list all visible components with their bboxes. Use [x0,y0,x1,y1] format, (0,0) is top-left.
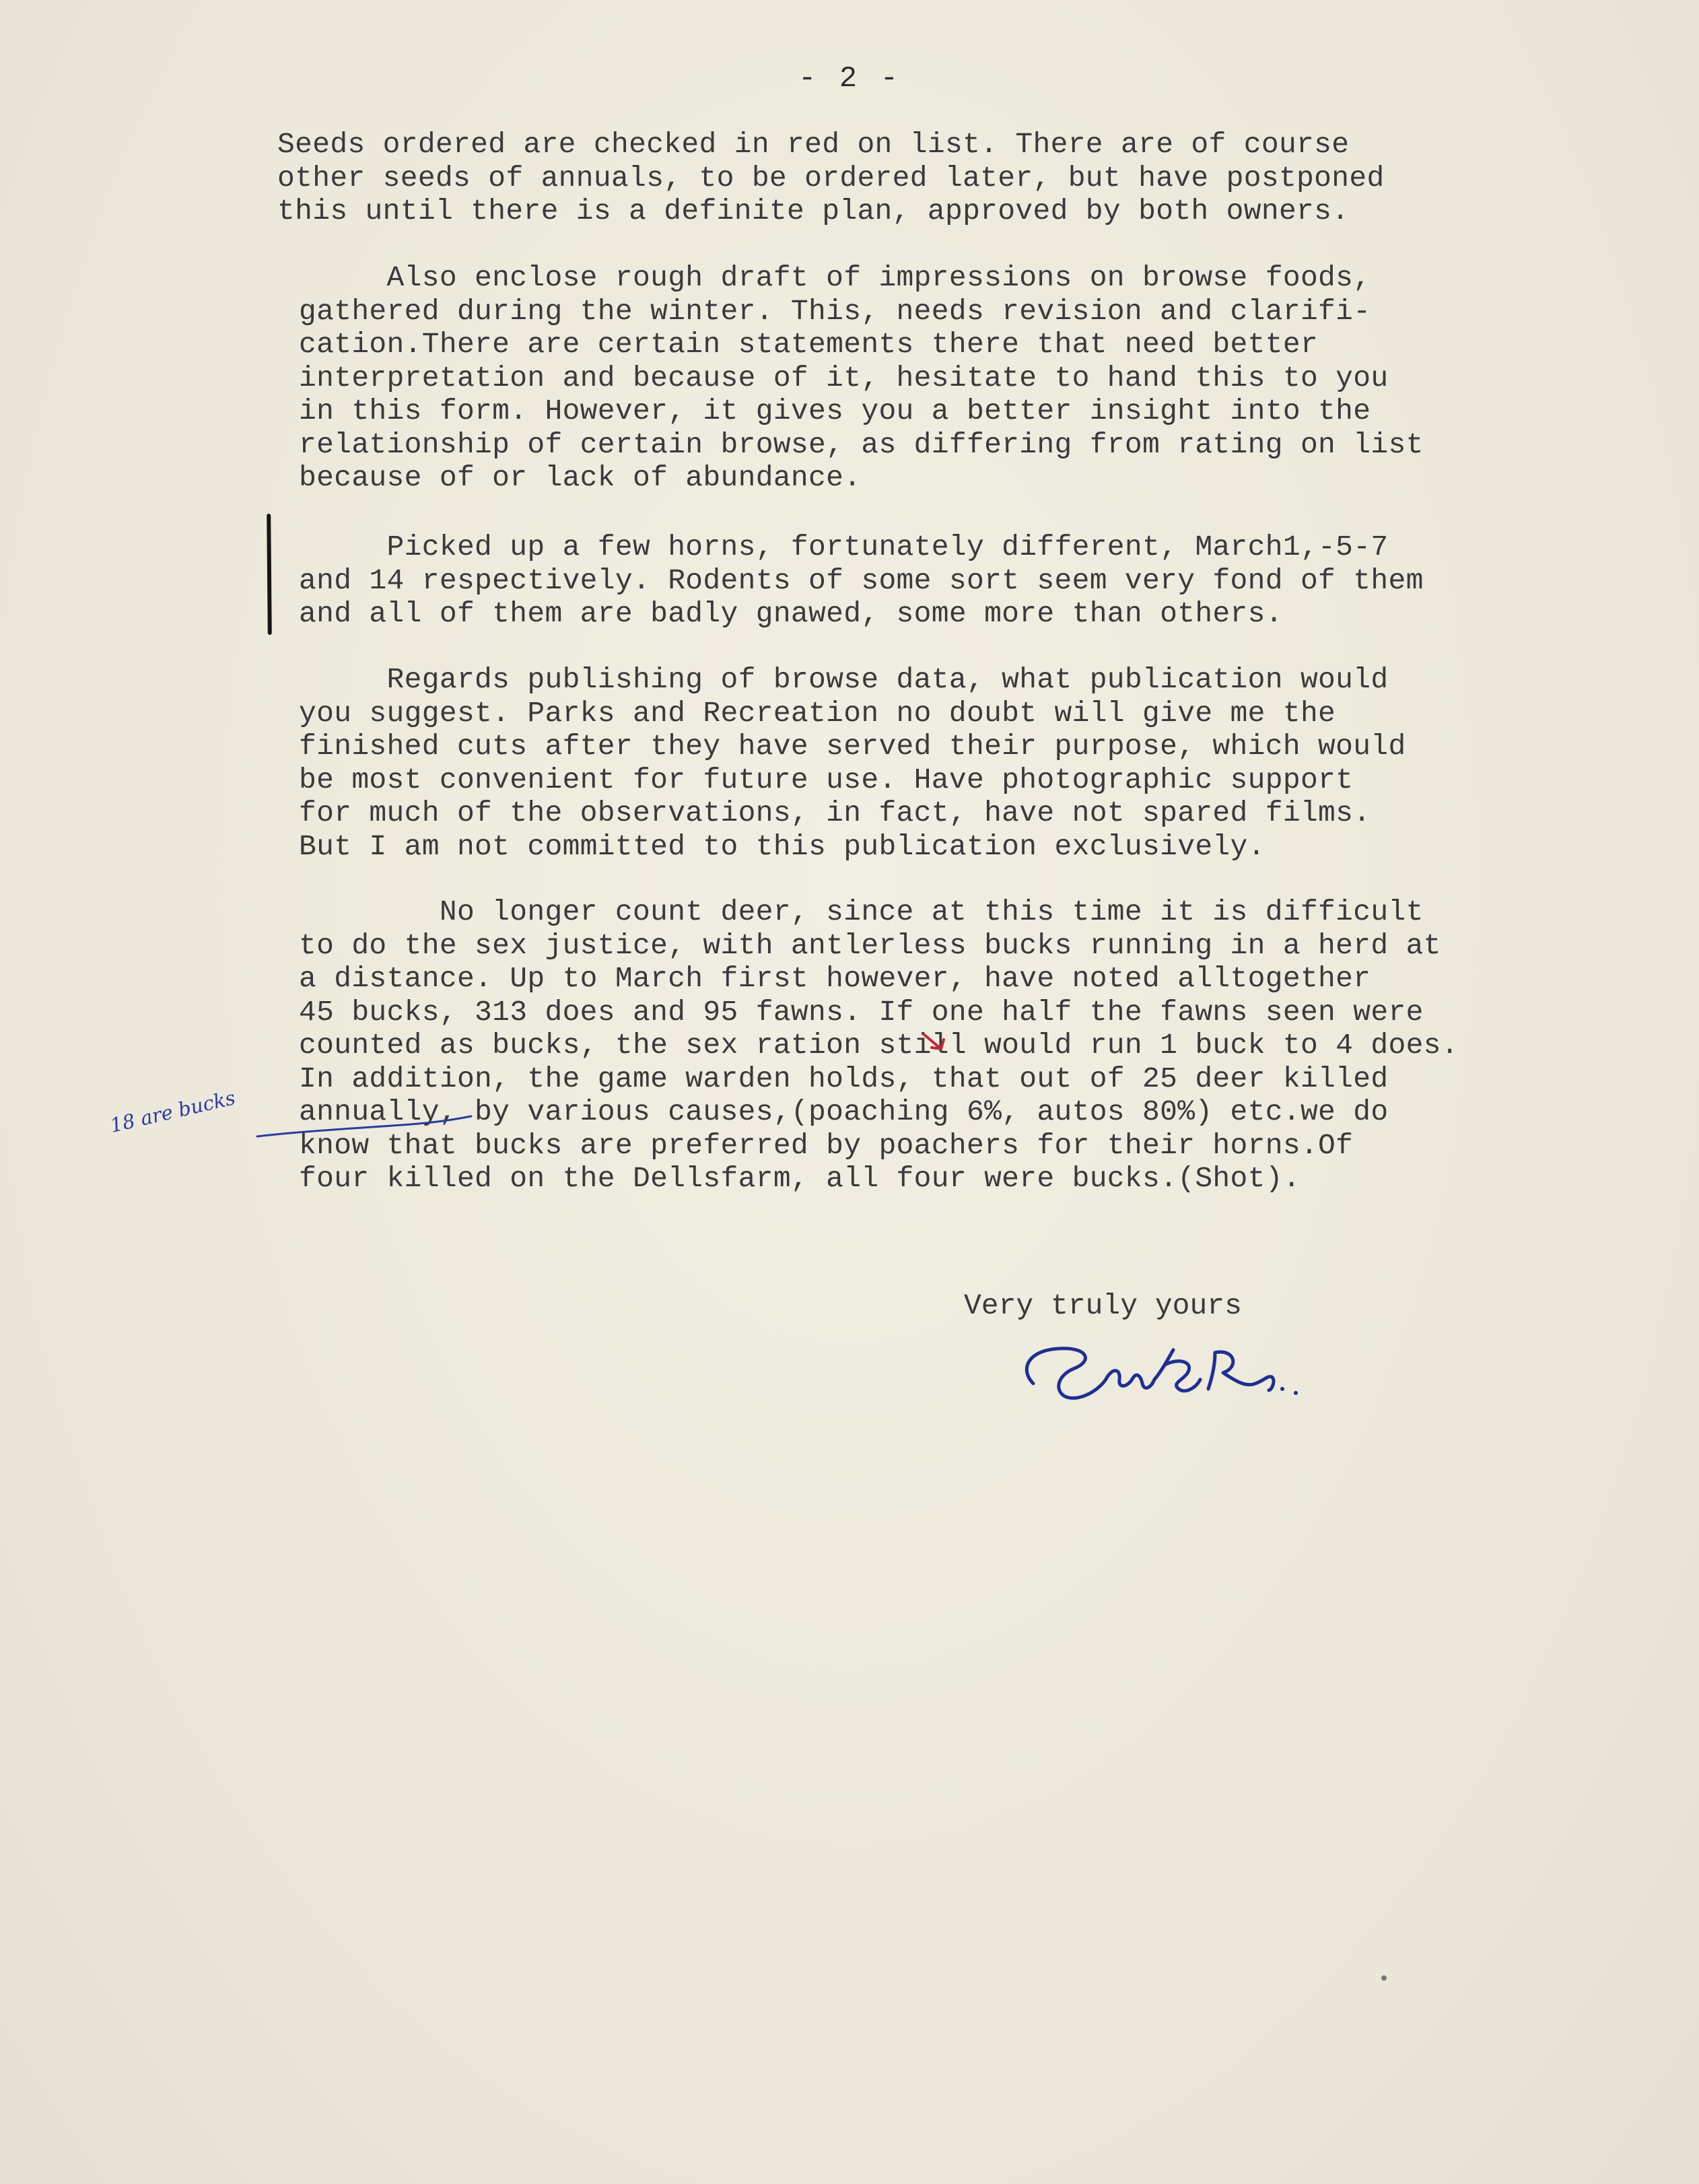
paragraph-deer-count: No longer count deer, since at this time it is difficult to do the sex justice, with antlerless bucks running in a herd at a distance. Up to March first however, have noted alltogether 45 bucks, 313 does and 95 fawns. If one half the fawns seen were counted as bucks, the sex ration still would run 1 buck to 4 does. In addition, the game warden holds, that out of 25 deer killed annually, by various causes,(poaching 6%, autos 80%) etc.we do know that bucks are preferred by poachers for their horns.Of four killed on the Dellsfarm, all four were bucks.(Shot). [299,895,1459,1195]
signature [1013,1330,1309,1410]
handwritten-note: 18 are bucks [108,1086,238,1137]
paper-speck [1381,1975,1387,1981]
paragraph-browse-draft: Also enclose rough draft of impressions on browse foods, gathered during the winter. This, needs revision and clarifi- cation.There are certain statements there that need better interpretation and because of it, hesitate to hand this to you in this form. However, it gives you a better insight into the relationship of certain browse, as differing from rating on list because of or lack of abundance. [299,261,1424,494]
paragraph-publication: Regards publishing of browse data, what publication would you suggest. Parks and Recreation no doubt will give me the finished cuts after they have served their purpose, which would be most convenient for future use. Have photographic support for much of the observations, in fact, have not spared films. But I am not committed to this publication exclusively. [299,663,1406,863]
page-number: - 2 - [798,62,901,96]
paragraph-seeds: Seeds ordered are checked in red on list. There are of course other seeds of annuals, to be ordered later, but have postponed this until there is a definite plan, approved by both owners. [277,128,1385,228]
red-correction-mark [921,1030,948,1053]
annotation-line [256,1104,485,1145]
paragraph-horns: Picked up a few horns, fortunately different, March1,-5-7 and 14 respectively. Rodents of some sort seem very fond of them and all of them are badly gnawed, some more than others. [299,531,1424,630]
closing: Very truly yours [964,1289,1242,1322]
margin-mark [267,514,272,635]
